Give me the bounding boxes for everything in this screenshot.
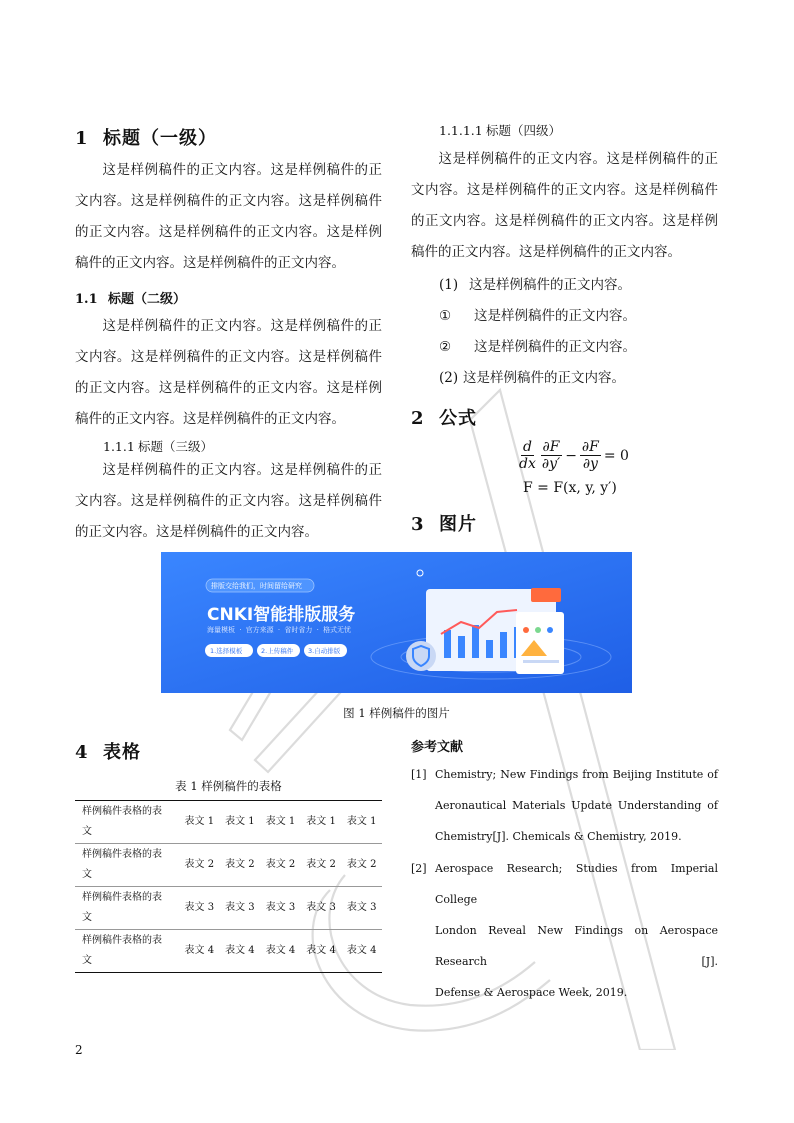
table-cell: 表文 4 [184, 945, 215, 956]
table-cell: 表文 1 [346, 816, 377, 827]
table-row [75, 930, 382, 973]
reference-item [411, 759, 718, 852]
para-line: 的正文内容。这是样例稿件的正文内容。这是样例 [75, 380, 382, 396]
reference-number: [2] [411, 862, 427, 875]
table-caption: 表 1 样例稿件的表格 [175, 779, 282, 793]
table-cell: 表文 2 [184, 859, 215, 870]
table-cell: 表文 1 [306, 816, 336, 827]
heading-figure [411, 510, 477, 536]
para-line: 文内容。这是样例稿件的正文内容。这是样例稿件 [75, 193, 382, 209]
figure-caption: 图 1 样例稿件的图片 [343, 706, 450, 720]
table-cell: 表文 1 [225, 816, 255, 827]
table-cell: 表文 3 [265, 902, 296, 913]
banner-title: CNKI智能排版服务 [207, 605, 356, 625]
table-cell: 表文 4 [306, 945, 336, 956]
para-line: 稿件的正文内容。这是样例稿件的正文内容。 [75, 411, 345, 427]
para-line: 的正文内容。这是样例稿件的正文内容。这是样例 [75, 224, 382, 240]
table-row [75, 844, 382, 887]
data-table [75, 800, 382, 973]
table-row [75, 801, 382, 844]
equation-function: F = F(x, y, y′) [523, 480, 617, 496]
heading-1 [75, 124, 217, 150]
list-marker: (2) [439, 370, 459, 386]
equation-euler-lagrange: $\frac{d}{dx}$ $\frac{\partial F}{\partial y'}$ − $\frac{\partial F}{\partial y}$ = 0 [519, 439, 629, 472]
list-marker: (1) [439, 277, 459, 293]
table-cell: 表文 3 [346, 902, 377, 913]
list-text: 这是样例稿件的正文内容。 [474, 339, 636, 355]
heading-formula-title: 公式 [439, 408, 477, 429]
table-cell: 表文 4 [346, 945, 377, 956]
heading-1-title: 标题（一级） [103, 128, 217, 149]
references-title: 参考文献 [411, 740, 464, 755]
list-text: 这是样例稿件的正文内容。 [463, 370, 625, 386]
heading-2-title: 标题（二级） [108, 292, 187, 307]
fraction: $\frac{\partial F}{\partial y}$ [581, 439, 599, 472]
table-cell: 表文 3 [306, 902, 336, 913]
section-1-1-1-1-paragraph [411, 144, 718, 268]
heading-table [75, 738, 141, 764]
heading-2-number: 1.1 [75, 292, 98, 307]
heading-4-number: 1.1.1.1 [439, 123, 483, 138]
list-item [439, 301, 636, 332]
list-marker: ② [439, 339, 452, 355]
banner-step-2: 2.上传稿件 [261, 647, 294, 655]
list-text: 这是样例稿件的正文内容。 [474, 308, 636, 324]
banner-features: 海量模板 · 官方来源 · 省时省力 · 格式无忧 [207, 626, 352, 634]
table-cell: 表文 2 [225, 859, 255, 870]
heading-3 [103, 437, 213, 455]
heading-1-number: 1 [75, 128, 89, 149]
list-item [439, 270, 631, 301]
list-item [439, 332, 636, 363]
banner-step-1: 1.选择模板 [210, 647, 243, 655]
list-marker: ① [439, 308, 452, 324]
figure-banner [161, 552, 632, 693]
para-line: 文内容。这是样例稿件的正文内容。这是样例稿件 [411, 182, 718, 198]
heading-figure-number: 3 [411, 514, 425, 535]
table-cell: 表文 4 [225, 945, 255, 956]
report-card [516, 612, 564, 674]
section-1-paragraph [75, 155, 382, 279]
para-line: 稿件的正文内容。这是样例稿件的正文内容。 [75, 255, 345, 271]
para-line: 文内容。这是样例稿件的正文内容。这是样例稿件 [75, 493, 382, 509]
para-line: 这是样例稿件的正文内容。这是样例稿件的正 [102, 162, 382, 178]
table-cell: 表文 4 [265, 945, 296, 956]
heading-table-title: 表格 [103, 742, 141, 763]
table-cell: 表文 1 [265, 816, 296, 827]
table-row-header: 样例稿件表格的表 文 [82, 935, 162, 966]
banner-tag: 排版交给我们，时间留给研究 [211, 582, 302, 590]
para-line: 的正文内容。这是样例稿件的正文内容。这是样例 [411, 213, 718, 229]
heading-table-number: 4 [75, 742, 89, 763]
reference-text: Aerospace Research; Studies from Imperial College London Reveal New Findings on Aerospace Research [J]. Defense & Aerospace Week, 2019. [435, 862, 718, 999]
heading-3-number: 1.1.1 [103, 439, 135, 454]
table-row-header: 样例稿件表格的表 文 [82, 892, 162, 923]
reference-number: [1] [411, 768, 427, 781]
para-line: 这是样例稿件的正文内容。这是样例稿件的正 [102, 462, 382, 478]
table-cell: 表文 2 [306, 859, 336, 870]
section-1-1-paragraph [75, 311, 382, 435]
reference-text: Chemistry; New Findings from Beijing Institute of Aeronautical Materials Update Understanding of Chemistry[J]. Chemicals & Chemistry, 2019. [435, 768, 718, 843]
table-cell: 表文 1 [184, 816, 215, 827]
page-number: 2 [75, 1043, 83, 1057]
list-item [439, 363, 625, 394]
table-row [75, 887, 382, 930]
table-cell: 表文 2 [265, 859, 296, 870]
heading-4 [439, 121, 561, 139]
table-cell: 表文 3 [184, 902, 215, 913]
table-cell: 表文 3 [225, 902, 255, 913]
reference-item [411, 853, 718, 999]
section-1-1-1-paragraph [75, 455, 382, 548]
para-line: 这是样例稿件的正文内容。这是样例稿件的正 [438, 151, 718, 167]
para-line: 的正文内容。这是样例稿件的正文内容。 [75, 524, 318, 540]
banner-step-3: 3.自动排版 [308, 647, 341, 655]
heading-4-title: 标题（四级） [486, 123, 562, 138]
heading-formula-number: 2 [411, 408, 425, 429]
table-cell: 表文 2 [346, 859, 377, 870]
heading-2 [75, 288, 186, 307]
para-line: 稿件的正文内容。这是样例稿件的正文内容。 [411, 244, 681, 260]
heading-figure-title: 图片 [439, 514, 477, 535]
para-line: 文内容。这是样例稿件的正文内容。这是样例稿件 [75, 349, 382, 365]
fraction: $\frac{d}{dx}$ [519, 439, 536, 472]
table-row-header: 样例稿件表格的表 文 [82, 806, 162, 837]
fraction: $\frac{\partial F}{\partial y'}$ [541, 439, 561, 472]
table-row-header: 样例稿件表格的表 文 [82, 849, 162, 880]
list-text: 这是样例稿件的正文内容。 [469, 277, 631, 293]
para-line: 这是样例稿件的正文内容。这是样例稿件的正 [102, 318, 382, 334]
heading-formula [411, 404, 477, 430]
heading-3-title: 标题（三级） [138, 439, 214, 454]
